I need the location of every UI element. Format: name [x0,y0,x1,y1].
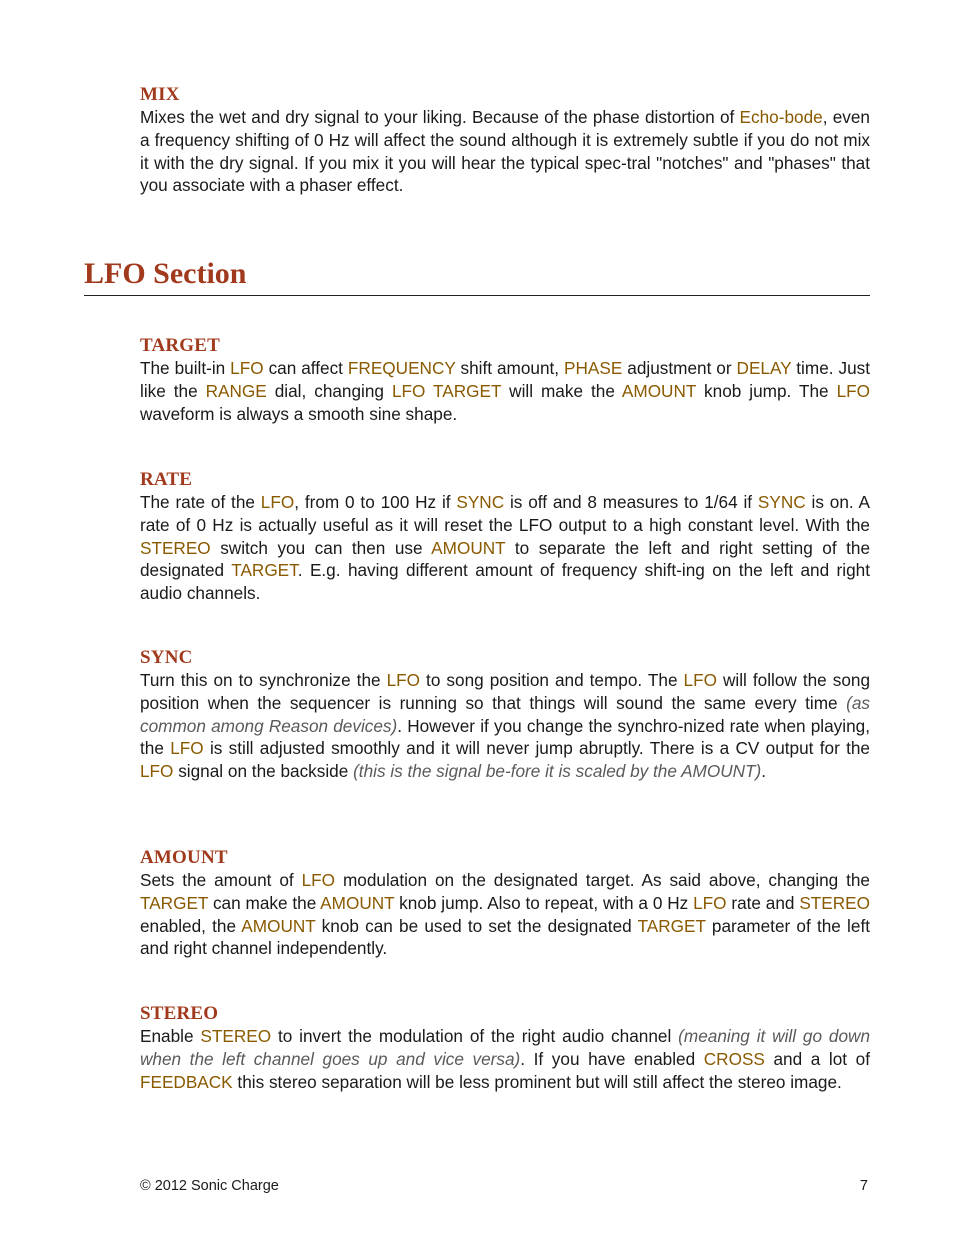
text-run: will make the [501,380,622,401]
text-run: knob jump. Also to repeat, with a 0 Hz [394,892,694,913]
italic-note: (as common among Reason devices) [140,692,870,736]
keyword: LFO TARGET [391,380,502,401]
keyword: FEEDBACK [140,1071,233,1092]
italic-note: (this is the signal be-fore it is scaled by the AMOUNT) [353,761,762,782]
keyword: LFO [693,892,727,913]
section-title-lfo: LFO Section [84,257,247,290]
text-run: to invert the modulation of the right audio channel [271,1026,679,1046]
keyword: TARGET [231,560,298,581]
keyword: STEREO [200,1026,272,1046]
heading-target: TARGET [140,335,221,356]
keyword: LFO [301,870,336,890]
keyword: AMOUNT [241,915,316,936]
text-run: switch you can then use [210,537,432,558]
text-run: Turn this on to synchronize the [140,670,387,690]
text-run: is on. A rate of 0 Hz is actually useful as it will reset the LFO output to a high constant level. With the [140,492,871,535]
text-run: can make the [208,892,321,913]
keyword: TARGET [140,892,209,913]
italic-note: (meaning it will go down when the left channel goes up and vice versa) [140,1026,871,1069]
paragraph-target [140,357,870,425]
keyword: LFO [230,358,264,378]
section-divider [84,295,870,296]
text-run: , even a frequency shifting of 0 Hz will affect the sound although it is extremely subtle if you do not mix it with the dry signal. If you mix it you will hear the typical spec-tral "notches" and "phases" that you associate with a phaser effect. [140,107,870,196]
text-run: and a lot of [764,1048,870,1069]
keyword: LFO [260,492,295,512]
keyword: DELAY [736,358,792,378]
footer-copyright: © 2012 Sonic Charge [140,1178,279,1194]
keyword: RANGE [205,380,267,401]
text-run: waveform is always a smooth sine shape. [140,403,458,424]
text-run: dial, changing [266,380,392,401]
text-run: rate and [726,892,800,913]
keyword: LFO [140,761,174,782]
keyword: LFO [170,738,204,759]
text-run: . [761,761,767,782]
text-run: knob jump. The [696,380,837,401]
text-run: time. Just like the [140,358,871,401]
keyword: AMOUNT [621,380,697,401]
text-run: can affect [263,358,348,378]
keyword: TARGET [637,915,706,936]
text-run: Enable [140,1026,201,1046]
text-run: knob can be used to set the designated [315,915,638,936]
keyword: LFO [836,380,870,401]
heading-rate: RATE [140,469,193,490]
paragraph-rate [140,491,870,605]
text-run: . If you have enabled [520,1048,704,1069]
keyword: SYNC [456,492,505,512]
text-run: enabled, the [140,915,242,936]
heading-amount: AMOUNT [140,847,228,868]
keyword: Echo-bode [739,107,823,127]
text-run: . However if you change the synchro-nized rate when playing, the [140,715,870,759]
keyword: AMOUNT [431,537,506,558]
section-sync [140,647,870,783]
paragraph-mix [140,106,870,197]
keyword: STEREO [140,537,211,558]
text-run: Mixes the wet and dry signal to your liking. Because of the phase distortion of [140,107,740,127]
section-rate [140,469,870,605]
keyword: SYNC [757,492,806,512]
keyword: AMOUNT [320,892,395,913]
text-run: parameter of the left and right channel independently. [140,915,870,959]
keyword: FREQUENCY [347,358,456,378]
text-run: The built-in [140,358,231,378]
heading-sync: SYNC [140,647,193,668]
heading-stereo: STEREO [140,1003,219,1024]
text-run: shift amount, [455,358,565,378]
text-run: to separate the left and right setting of the designated [140,537,871,581]
text-run: . E.g. having different amount of frequency shift-ing on the left and right audio channels. [140,560,870,604]
paragraph-amount [140,869,870,960]
text-run: signal on the backside [173,761,354,782]
section-stereo [140,1003,870,1093]
text-run: will follow the song position when the sequencer is running so that things will sound the same every time [140,670,871,713]
heading-mix: MIX [140,84,180,105]
section-mix [140,84,870,197]
text-run: The rate of the [140,492,261,512]
keyword: CROSS [703,1048,765,1069]
paragraph-sync [140,669,870,783]
text-run: , from 0 to 100 Hz if [294,492,457,512]
section-target [140,335,870,425]
text-run: this stereo separation will be less prominent but will still affect the stereo image. [232,1071,842,1092]
text-run: adjustment or [622,358,737,378]
text-run: is still adjusted smoothly and it will never jump abruptly. There is a CV output for the [203,738,870,759]
text-run: Sets the amount of [140,870,302,890]
footer-page-number: 7 [859,1178,868,1194]
keyword: PHASE [564,358,623,378]
text-run: modulation on the designated target. As said above, changing the [335,870,870,890]
keyword: LFO [386,670,421,690]
keyword: STEREO [799,892,870,913]
text-run: to song position and tempo. The [420,670,684,690]
section-amount [140,847,870,960]
paragraph-stereo [140,1025,870,1093]
text-run: is off and 8 measures to 1/64 if [504,492,758,512]
keyword: LFO [683,670,717,690]
